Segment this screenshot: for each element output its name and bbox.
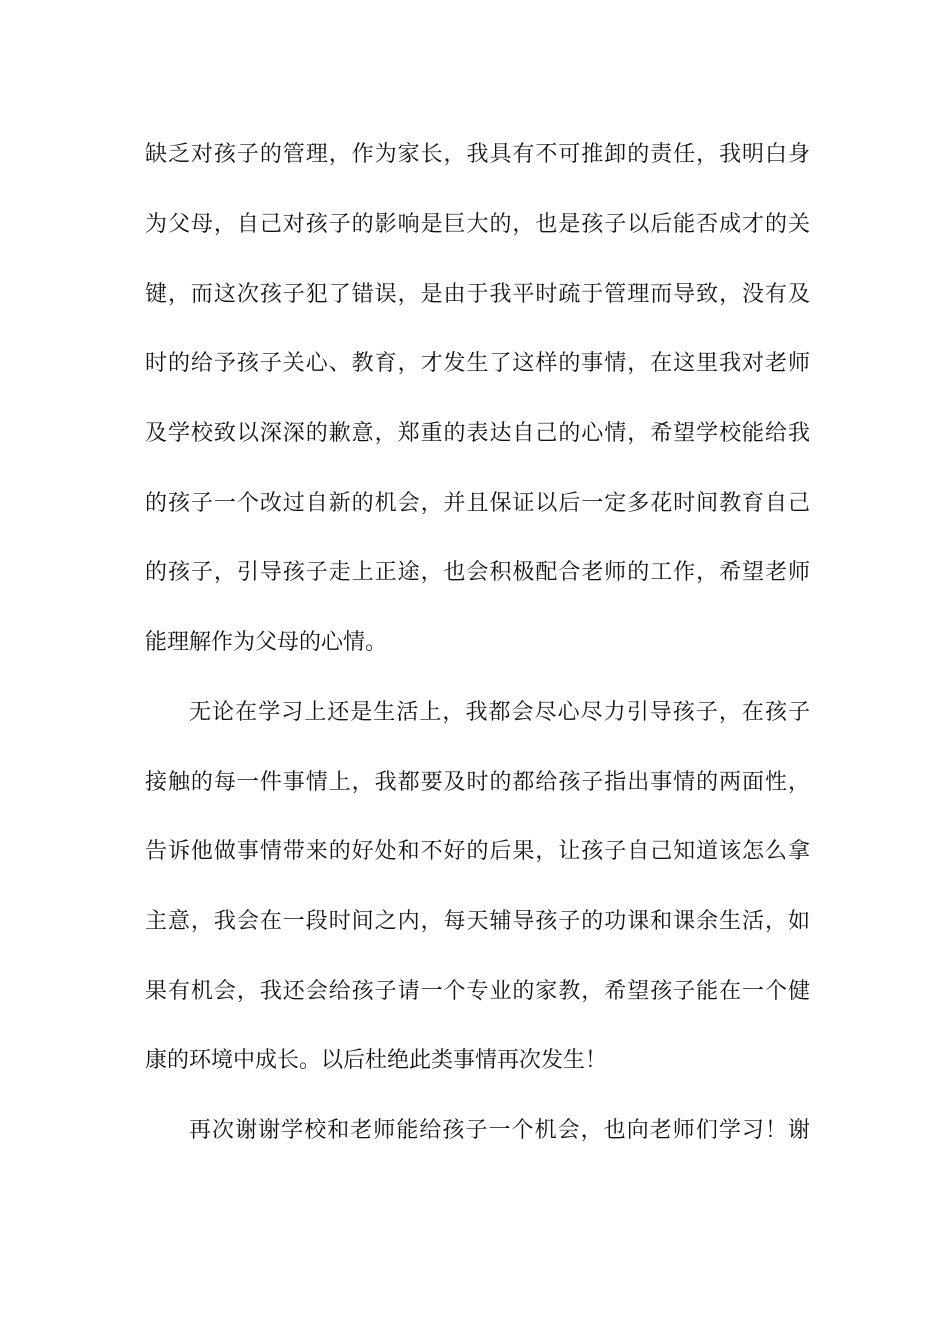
paragraph-line: 的孩子，引导孩子走上正途，也会积极配合老师的工作，希望老师 — [145, 560, 810, 585]
paragraph-line: 为父母，自己对孩子的影响是巨大的，也是孩子以后能否成才的关 — [145, 212, 810, 237]
paragraph-line: 的孩子一个改过自新的机会，并且保证以后一定多花时间教育自己 — [145, 491, 810, 516]
paragraph-line: 及学校致以深深的歉意，郑重的表达自己的心情，希望学校能给我 — [145, 421, 810, 446]
paragraph-line: 果有机会，我还会给孩子请一个专业的家教，希望孩子能在一个健 — [145, 979, 810, 1004]
paragraph-line: 康的环境中成长。以后杜绝此类事情再次发生！ — [145, 1048, 608, 1073]
paragraph-line: 告诉他做事情带来的好处和不好的后果，让孩子自己知道该怎么拿 — [145, 839, 810, 864]
paragraph-line: 键，而这次孩子犯了错误，是由于我平时疏于管理而导致，没有及 — [145, 282, 810, 307]
paragraph-line: 缺乏对孩子的管理，作为家长，我具有不可推卸的责任，我明白身 — [145, 142, 810, 167]
paragraph-line: 接触的每一件事情上，我都要及时的都给孩子指出事情的两面性， — [145, 770, 810, 795]
paragraph-line: 能理解作为父母的心情。 — [145, 630, 388, 655]
paragraph-line: 时的给予孩子关心、教育，才发生了这样的事情，在这里我对老师 — [145, 351, 810, 376]
paragraph-first-line: 无论在学习上还是生活上，我都会尽心尽力引导孩子，在孩子 — [189, 700, 810, 725]
paragraph-line: 主意，我会在一段时间之内，每天辅导孩子的功课和课余生活，如 — [145, 909, 810, 934]
paragraph-first-line: 再次谢谢学校和老师能给孩子一个机会，也向老师们学习！谢 — [189, 1118, 810, 1143]
